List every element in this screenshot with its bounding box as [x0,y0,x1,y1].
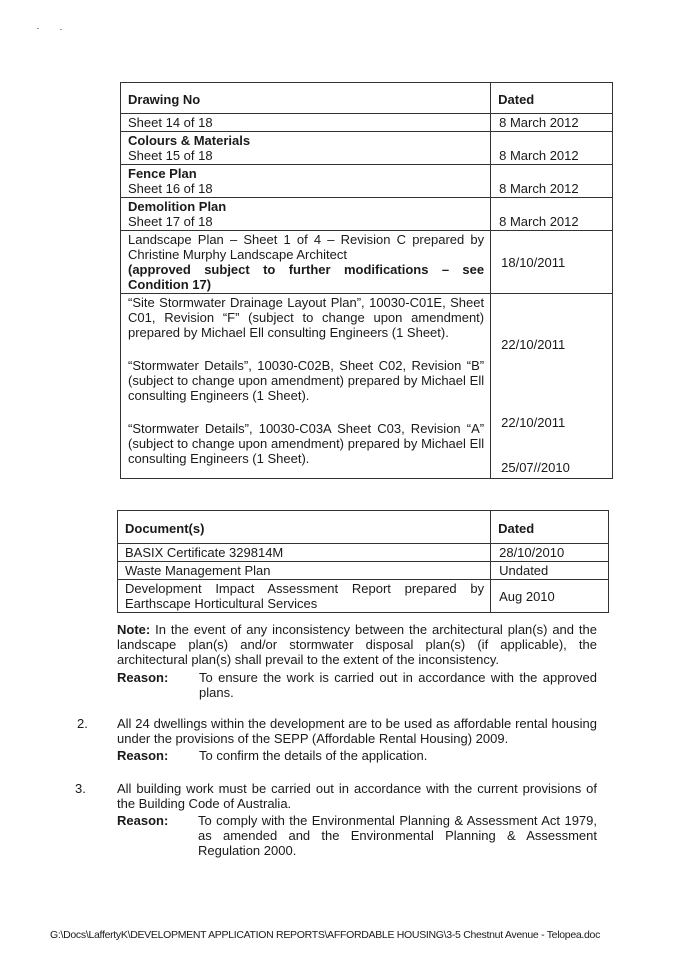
dated-header: Dated [491,83,613,114]
table-row [118,580,609,613]
footer-file-path: G:\Docs\LaffertyK\DEVELOPMENT APPLICATION REPORTS\AFFORDABLE HOUSING\3-5 Chestnut Avenue - Telopea.doc [50,929,601,941]
reason-text: To ensure the work is carried out in accordance with the approved plans. [199,670,597,700]
stormwater-item: “Site Stormwater Drainage Layout Plan”, 10030-C01E, Sheet C01, Revision “F” (subject to change upon amendment) prepared by Michael Ell consulting Engineers (1 Sheet). [128,295,485,340]
condition-text: All 24 dwellings within the development are to be used as affordable rental housing under the provisions of the SEPP (Affordable Rental Housing) 2009. [117,716,597,746]
sheet-label: Sheet 15 of 18 [128,148,213,163]
sheet-label: Sheet 16 of 18 [128,181,213,196]
drawing-title: Demolition Plan [128,199,227,214]
drawing-title: Colours & Materials [128,133,251,148]
note-paragraph [117,622,597,667]
condition-number: 2. [77,716,88,731]
row-date: 8 March 2012 [491,132,613,165]
row-date: 28/10/2010 [491,544,609,562]
table-row [118,562,609,580]
drawing-no-header: Drawing No [121,83,491,114]
row-date: Aug 2010 [491,580,609,613]
dated-header: Dated [491,511,609,544]
table-row [118,544,609,562]
row-date: 8 March 2012 [491,165,613,198]
note-text: In the event of any inconsistency between the architectural plan(s) and the landscape plan(s) and/or stormwater disposal plan(s) (if applicable), the architectural plan(s) shall prevail to the extent of the inconsistency. [117,622,597,667]
condition-reason [117,748,597,764]
condition-text: All building work must be carried out in accordance with the current provisions of the Building Code of Australia. [117,781,597,811]
drawings-table [120,82,613,479]
table-header-row [118,511,609,544]
note-label: Note: [117,622,151,637]
document-name: Waste Management Plan [118,562,491,580]
sheet-label: Sheet 17 of 18 [128,214,213,229]
row-date: 25/07//2010 [501,460,570,475]
landscape-plan-text: Landscape Plan – Sheet 1 of 4 – Revision C prepared by Christine Murphy Landscape Architect [128,232,485,262]
table-row [121,231,613,294]
sheet-label: Sheet 14 of 18 [128,115,213,130]
reason-label: Reason: [117,748,169,763]
row-date: 22/10/2011 [501,415,566,430]
reason-label: Reason: [117,813,169,828]
document-name: BASIX Certificate 329814M [118,544,491,562]
table-row [121,165,613,198]
documents-table [117,510,609,613]
row-date: 8 March 2012 [491,114,613,132]
documents-header: Document(s) [118,511,491,544]
note-reason [117,670,597,702]
table-row [121,294,613,479]
drawing-title: Fence Plan [128,166,197,181]
table-row [121,114,613,132]
reason-label: Reason: [117,670,169,685]
table-header-row [121,83,613,114]
stormwater-item: “Stormwater Details”, 10030-C02B, Sheet C02, Revision “B” (subject to change upon amendment) prepared by Michael Ell consulting Engineers (1 Sheet). [128,358,485,403]
condition-number: 3. [75,781,86,796]
condition-reason [117,813,597,861]
reason-text: To confirm the details of the application. [199,748,428,763]
landscape-plan-condition: (approved subject to further modifications – see Condition 17) [128,262,485,292]
scan-speck [60,29,62,30]
scan-speck [37,28,39,29]
row-date: Undated [491,562,609,580]
table-row [121,198,613,231]
row-date: 22/10/2011 [501,337,566,352]
reason-text: To comply with the Environmental Planning & Assessment Act 1979, as amended and the Environmental Planning & Assessment Regulation 2000. [198,813,597,858]
stormwater-item: “Stormwater Details”, 10030-C03A Sheet C03, Revision “A” (subject to change upon amendment) prepared by Michael Ell consulting Engineers (1 Sheet). [128,421,485,466]
row-date: 8 March 2012 [491,198,613,231]
table-row [121,132,613,165]
row-date: 18/10/2011 [491,231,613,294]
document-name: Development Impact Assessment Report prepared by Earthscape Horticultural Services [118,580,491,613]
